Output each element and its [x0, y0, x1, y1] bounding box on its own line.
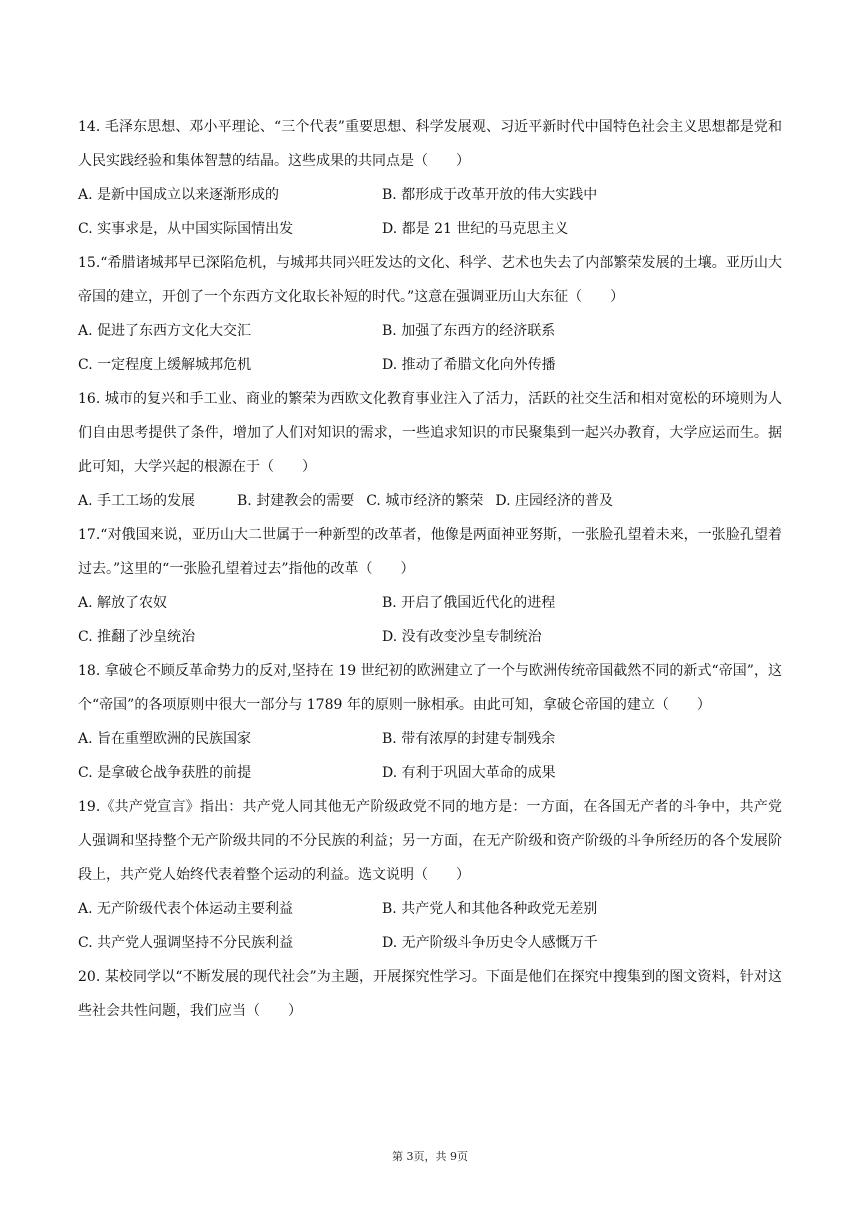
option-d: D. 无产阶级斗争历史令人感慨万千 — [382, 935, 598, 951]
option-b: B. 都形成于改革开放的伟大实践中 — [382, 187, 598, 203]
question-stem: 18. 拿破仑不顾反革命势力的反对,坚持在 19 世纪初的欧洲建立了一个与欧洲传统帝国截然不同的新式“帝国”，这个“帝国”的各项原则中很大一部分与 1789 年的原则一脉相承。由此可知，拿破仑帝国的建立（ ） — [78, 663, 782, 713]
option-grid — [78, 586, 782, 654]
option-b: B. 加强了东西方的经济联系 — [382, 323, 556, 339]
option-d: D. 庄园经济的普及 — [495, 493, 613, 509]
option-c: C. 推翻了沙皇统治 — [78, 629, 196, 645]
question-stem: 17.“对俄国来说，亚历山大二世属于一种新型的改革者，他像是两面神亚努斯，一张脸孔望着未来，一张脸孔望着过去。”这里的“一张脸孔望着过去”指他的改革（ ） — [78, 527, 782, 577]
question-stem: 20. 某校同学以“不断发展的现代社会”为主题，开展探究性学习。下面是他们在探究中搜集到的图文资料，针对这些社会共性问题，我们应当（ ） — [78, 969, 782, 1019]
option-d: D. 有利于巩固大革命的成果 — [382, 765, 556, 781]
option-grid — [78, 722, 782, 790]
option-grid — [78, 178, 782, 246]
option-a: A. 旨在重塑欧洲的民族国家 — [78, 731, 252, 747]
option-a: A. 解放了农奴 — [78, 595, 168, 611]
option-d: D. 推动了希腊文化向外传播 — [382, 357, 556, 373]
option-a: A. 是新中国成立以来逐渐形成的 — [78, 187, 280, 203]
option-a: A. 无产阶级代表个体运动主要利益 — [78, 901, 294, 917]
option-grid — [78, 314, 782, 382]
option-b: B. 共产党人和其他各种政党无差别 — [382, 901, 598, 917]
question-16 — [78, 382, 782, 518]
option-b: B. 开启了俄国近代化的进程 — [382, 595, 556, 611]
option-d: D. 没有改变沙皇专制统治 — [382, 629, 542, 645]
option-c: C. 一定程度上缓解城邦危机 — [78, 357, 252, 373]
question-18 — [78, 654, 782, 790]
option-b: B. 封建教会的需要 — [237, 493, 355, 509]
page-footer: 第 3页，共 9页 — [392, 1150, 468, 1163]
option-a: A. 手工工场的发展 — [78, 493, 196, 509]
question-stem: 15.“希腊诸城邦早已深陷危机，与城邦共同兴旺发达的文化、科学、艺术也失去了内部繁荣发展的土壤。亚历山大帝国的建立，开创了一个东西方文化取长补短的时代。”这意在强调亚历山大东征（ ） — [78, 255, 782, 305]
option-c: C. 城市经济的繁荣 — [366, 493, 484, 509]
question-stem: 14. 毛泽东思想、邓小平理论、“三个代表”重要思想、科学发展观、习近平新时代中国特色社会主义思想都是党和人民实践经验和集体智慧的结晶。这些成果的共同点是（ ） — [78, 119, 782, 169]
option-d: D. 都是 21 世纪的马克思主义 — [382, 221, 569, 237]
option-a: A. 促进了东西方文化大交汇 — [78, 323, 252, 339]
question-15 — [78, 246, 782, 382]
question-stem: 19.《共产党宣言》指出：共产党人同其他无产阶级政党不同的地方是：一方面，在各国无产者的斗争中，共产党人强调和坚持整个无产阶级共同的不分民族的利益；另一方面，在无产阶级和资产阶级的斗争所经历的各个发展阶段上，共产党人始终代表着整个运动的利益。选文说明（ ） — [78, 799, 782, 883]
option-c: C. 实事求是，从中国实际国情出发 — [78, 221, 294, 237]
question-14 — [78, 110, 782, 246]
question-list — [78, 110, 782, 1028]
question-20 — [78, 960, 782, 1028]
question-17 — [78, 518, 782, 654]
option-c: C. 共产党人强调坚持不分民族利益 — [78, 935, 294, 951]
question-19 — [78, 790, 782, 960]
option-row — [78, 484, 782, 518]
option-grid — [78, 892, 782, 960]
question-stem: 16. 城市的复兴和手工业、商业的繁荣为西欧文化教育事业注入了活力，活跃的社交生活和相对宽松的环境则为人们自由思考提供了条件，增加了人们对知识的需求，一些追求知识的市民聚集到一起兴办教育，大学应运而生。据此可知，大学兴起的根源在于（ ） — [78, 391, 782, 475]
option-c: C. 是拿破仑战争获胜的前提 — [78, 765, 252, 781]
option-b: B. 带有浓厚的封建专制残余 — [382, 731, 556, 747]
